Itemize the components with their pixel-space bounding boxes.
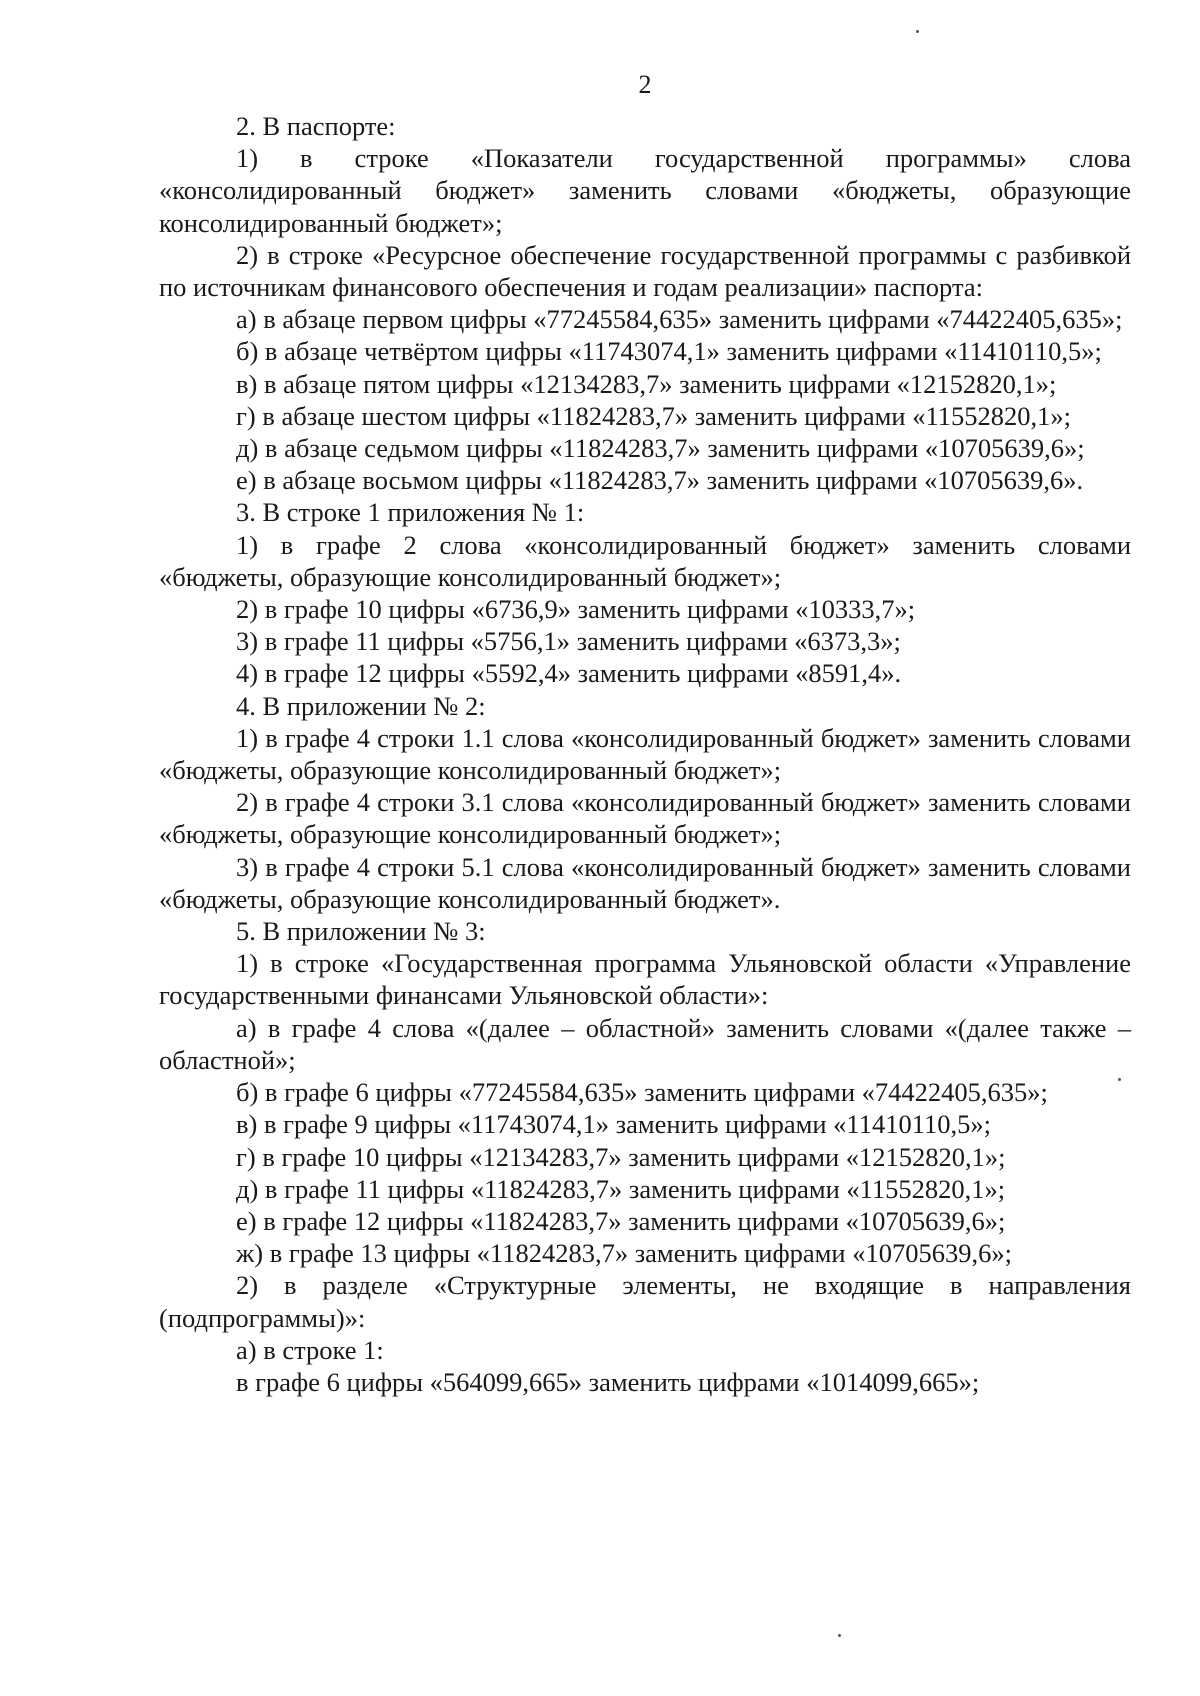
document-body xyxy=(159,110,1131,1398)
paragraph: 2) в графе 10 цифры «6736,9» заменить цифрами «10333,7»; xyxy=(236,594,916,625)
paragraph: а) в абзаце первом цифры «77245584,635» заменить цифрами «74422405,635»; xyxy=(236,304,1123,335)
paragraph: 2) в строке «Ресурсное обеспечение государственной программы с разбивкой по источникам финансового обеспечения и годам реализации» паспорта: xyxy=(159,239,1131,303)
paragraph: 1) в строке «Показатели государственной программы» слова «консолидированный бюджет» заменить словами «бюджеты, образующие консолидированный бюджет»; xyxy=(159,143,1131,238)
scan-speck xyxy=(838,1634,841,1637)
paragraph: е) в абзаце восьмом цифры «11824283,7» заменить цифрами «10705639,6». xyxy=(236,465,1084,496)
paragraph: 2) в графе 4 строки 3.1 слова «консолидированный бюджет» заменить словами «бюджеты, образующие консолидированный бюджет»; xyxy=(159,787,1131,850)
paragraph: ж) в графе 13 цифры «11824283,7» заменить цифрами «10705639,6»; xyxy=(236,1238,1012,1269)
scan-speck xyxy=(1118,1078,1121,1081)
paragraph: г) в графе 10 цифры «12134283,7» заменить цифрами «12152820,1»; xyxy=(236,1141,1006,1172)
paragraph: б) в графе 6 цифры «77245584,635» заменить цифрами «74422405,635»; xyxy=(236,1077,1048,1108)
paragraph: в) в абзаце пятом цифры «12134283,7» заменить цифрами «12152820,1»; xyxy=(236,368,1057,399)
page-number: 2 xyxy=(638,70,652,99)
paragraph: а) в строке 1: xyxy=(236,1334,384,1365)
paragraph: 4. В приложении № 2: xyxy=(236,690,486,721)
paragraph: 1) в графе 2 слова «консолидированный бюджет» заменить словами «бюджеты, образующие консолидированный бюджет»; xyxy=(159,529,1131,592)
paragraph: 5. В приложении № 3: xyxy=(236,916,486,947)
paragraph: 1) в строке «Государственная программа Ульяновской области «Управление государственными финансами Ульяновской области»: xyxy=(159,948,1131,1011)
paragraph: в графе 6 цифры «564099,665» заменить цифрами «1014099,665»; xyxy=(236,1366,980,1397)
paragraph: 3) в графе 11 цифры «5756,1» заменить цифрами «6373,3»; xyxy=(236,626,901,657)
paragraph: а) в графе 4 слова «(далее – областной» заменить словами «(далее также – областной»; xyxy=(159,1012,1131,1075)
paragraph: 3) в графе 4 строки 5.1 слова «консолидированный бюджет» заменить словами «бюджеты, образующие консолидированный бюджет». xyxy=(159,851,1131,914)
paragraph: 2. В паспорте: xyxy=(236,111,396,141)
paragraph: д) в графе 11 цифры «11824283,7» заменить цифрами «11552820,1»; xyxy=(236,1173,1006,1204)
paragraph: е) в графе 12 цифры «11824283,7» заменить цифрами «10705639,6»; xyxy=(236,1205,1006,1236)
scan-speck xyxy=(916,30,919,33)
paragraph: 2) в разделе «Структурные элементы, не входящие в направления (подпрограммы)»: xyxy=(159,1270,1131,1333)
paragraph: д) в абзаце седьмом цифры «11824283,7» заменить цифрами «10705639,6»; xyxy=(236,433,1085,464)
paragraph: в) в графе 9 цифры «11743074,1» заменить цифрами «11410110,5»; xyxy=(236,1109,991,1140)
paragraph: 3. В строке 1 приложения № 1: xyxy=(236,497,585,528)
paragraph: б) в абзаце четвёртом цифры «11743074,1» заменить цифрами «11410110,5»; xyxy=(236,336,1102,367)
paragraph: 1) в графе 4 строки 1.1 слова «консолидированный бюджет» заменить словами «бюджеты, образующие консолидированный бюджет»; xyxy=(159,722,1131,786)
paragraph: г) в абзаце шестом цифры «11824283,7» заменить цифрами «11552820,1»; xyxy=(236,400,1071,431)
paragraph: 4) в графе 12 цифры «5592,4» заменить цифрами «8591,4». xyxy=(236,658,902,689)
